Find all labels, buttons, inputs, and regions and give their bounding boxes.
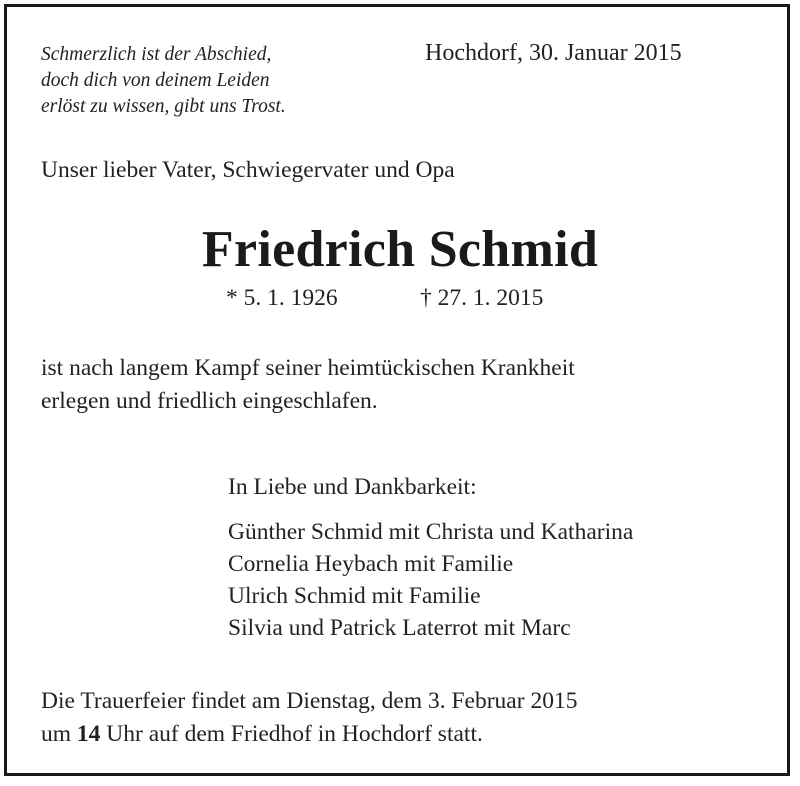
message-line: ist nach langem Kampf seiner heimtückischen Krankheit (41, 355, 575, 381)
place-date: Hochdorf, 30. Januar 2015 (425, 40, 682, 66)
message-line: erlegen und friedlich eingeschlafen. (41, 388, 378, 414)
funeral-line-1-text: Die Trauerfeier findet am Dienstag, dem (41, 688, 428, 714)
mourner-entry: Cornelia Heybach mit Familie (228, 551, 514, 577)
death-date: † 27. 1. 2015 (420, 285, 544, 311)
verse-line: Schmerzlich ist der Abschied, (41, 44, 272, 65)
verse-quote (41, 42, 286, 120)
funeral-line-2-suffix: Uhr auf dem Friedhof in Hochdorf statt. (100, 721, 483, 747)
thanks-heading: In Liebe und Dankbarkeit: (228, 474, 477, 500)
mourners-list (228, 516, 633, 644)
funeral-line-2 (41, 718, 577, 751)
funeral-line-2-prefix: um (41, 721, 77, 747)
verse-line: erlöst zu wissen, gibt uns Trost. (41, 96, 286, 117)
mourner-entry: Silvia und Patrick Laterrot mit Marc (228, 615, 571, 641)
funeral-notice (41, 685, 577, 751)
message-text (41, 352, 575, 418)
funeral-time: 14 (76, 721, 101, 747)
deceased-name: Friedrich Schmid (201, 221, 599, 278)
funeral-date: 3. Februar 2015 (427, 688, 578, 714)
birth-date: * 5. 1. 1926 (226, 285, 338, 311)
funeral-line-1 (41, 685, 577, 718)
mourner-entry: Günther Schmid mit Christa und Katharina (228, 519, 634, 545)
mourner-entry: Ulrich Schmid mit Familie (228, 583, 481, 609)
intro-line: Unser lieber Vater, Schwiegervater und Opa (41, 157, 455, 183)
verse-line: doch dich von deinem Leiden (41, 70, 270, 91)
